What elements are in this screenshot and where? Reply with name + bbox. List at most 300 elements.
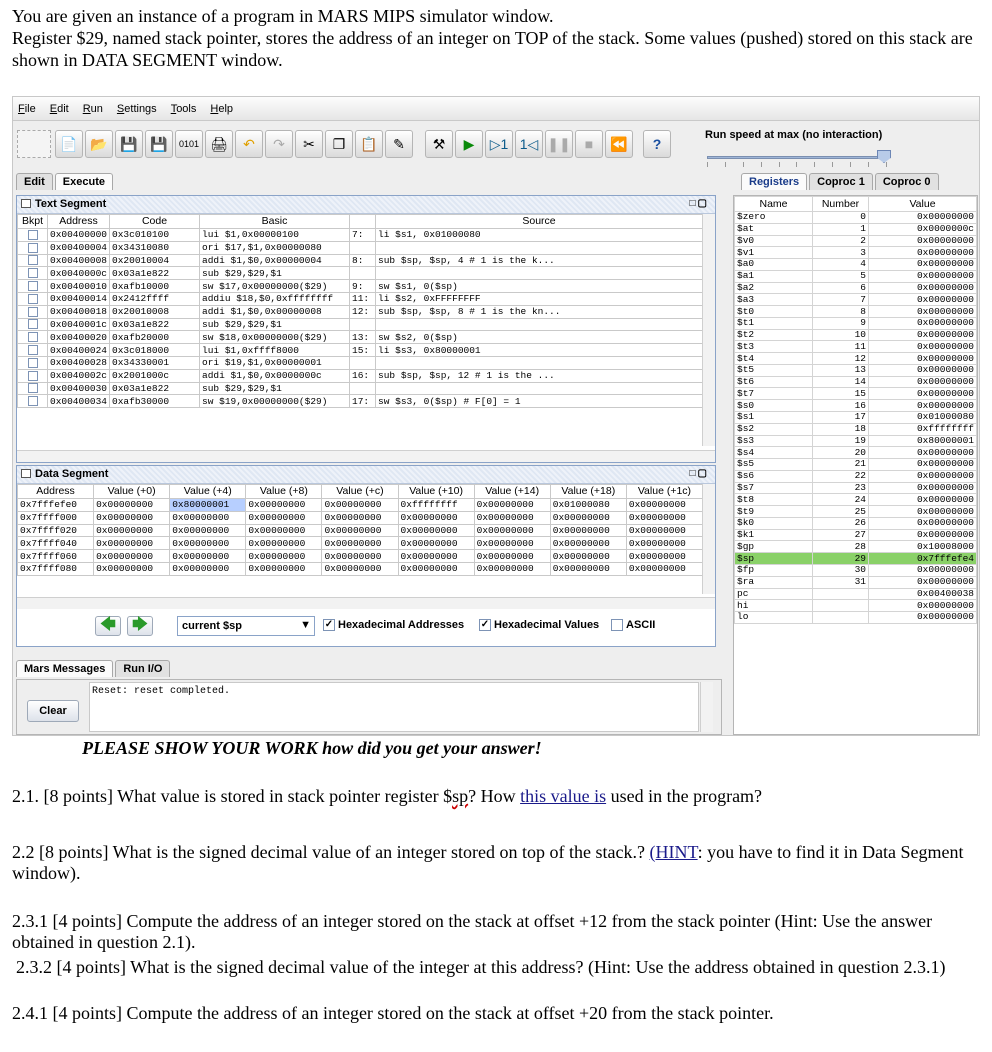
- register-row[interactable]: [735, 270, 977, 282]
- maximize-icon[interactable]: □▢: [689, 468, 709, 479]
- register-value[interactable]: 0x00000000: [869, 270, 977, 282]
- data-value[interactable]: 0x00000000: [94, 562, 170, 575]
- data-value[interactable]: 0x00000000: [246, 511, 322, 524]
- text-row[interactable]: [18, 395, 703, 408]
- data-value[interactable]: 0x00000000: [170, 511, 246, 524]
- register-name: $a0: [735, 259, 813, 271]
- data-horizontal-scrollbar[interactable]: [17, 597, 715, 609]
- text-basic: lui $1,0xffff8000: [200, 344, 350, 357]
- back-arrow-icon[interactable]: 🡄: [95, 616, 121, 636]
- data-value[interactable]: 0x00000000: [246, 550, 322, 563]
- breakpoint-checkbox[interactable]: [18, 280, 48, 293]
- text-source: li $s1, 0x01000080: [376, 229, 703, 242]
- checkbox-icon: [28, 281, 38, 291]
- register-name: $gp: [735, 541, 813, 553]
- register-row[interactable]: [735, 529, 977, 541]
- register-name: $v1: [735, 247, 813, 259]
- menu-run[interactable]: Run: [82, 102, 103, 115]
- register-value[interactable]: 0x00000000: [869, 576, 977, 588]
- register-value[interactable]: 0x00000000: [869, 564, 977, 576]
- data-value[interactable]: 0x00000000: [550, 524, 626, 537]
- register-row[interactable]: [735, 588, 977, 600]
- data-col-header[interactable]: Value (+8): [246, 485, 322, 499]
- text-line: [350, 267, 376, 280]
- text-line: [350, 356, 376, 369]
- data-col-header[interactable]: Value (+14): [474, 485, 550, 499]
- breakpoint-checkbox[interactable]: [18, 369, 48, 382]
- data-col-header[interactable]: Value (+c): [322, 485, 398, 499]
- register-value[interactable]: 0x00000000: [869, 212, 977, 224]
- register-value[interactable]: 0x00000000: [869, 506, 977, 518]
- data-value[interactable]: 0x00000000: [322, 511, 398, 524]
- breakpoint-checkbox[interactable]: [18, 318, 48, 331]
- text-row[interactable]: [18, 292, 703, 305]
- toolbar-grip[interactable]: [17, 130, 51, 158]
- register-number: 31: [813, 576, 869, 588]
- data-value[interactable]: 0x00000000: [398, 562, 474, 575]
- register-name: $s2: [735, 423, 813, 435]
- text-row[interactable]: [18, 318, 703, 331]
- register-name: $t7: [735, 388, 813, 400]
- register-row[interactable]: [735, 423, 977, 435]
- data-value[interactable]: 0x80000001: [170, 499, 246, 512]
- tab-coproc-1[interactable]: Coproc 1: [809, 173, 873, 190]
- registers-panel: [733, 195, 978, 735]
- col-code[interactable]: Code: [110, 215, 200, 229]
- register-row[interactable]: [735, 329, 977, 341]
- register-row[interactable]: [735, 482, 977, 494]
- dump-memory-icon[interactable]: 0101: [175, 130, 203, 158]
- data-value[interactable]: 0x00000000: [474, 524, 550, 537]
- editor-tabs: [16, 173, 115, 190]
- register-value[interactable]: 0x00000000: [869, 400, 977, 412]
- register-value[interactable]: 0x00000000: [869, 600, 977, 612]
- text-line: 13:: [350, 331, 376, 344]
- text-row[interactable]: [18, 280, 703, 293]
- text-row[interactable]: [18, 331, 703, 344]
- register-row[interactable]: [735, 388, 977, 400]
- data-col-header[interactable]: Address: [18, 485, 94, 499]
- messages-panel: [16, 679, 722, 735]
- print-icon[interactable]: 🖨: [205, 130, 233, 158]
- register-value[interactable]: 0x00000000: [869, 612, 977, 624]
- text-source: [376, 241, 703, 254]
- register-value[interactable]: 0x7fffefe4: [869, 553, 977, 565]
- text-source: li $s2, 0xFFFFFFFF: [376, 292, 703, 305]
- register-value[interactable]: 0x00000000: [869, 470, 977, 482]
- work-prompt: PLEASE SHOW YOUR WORK how did you get your answer!: [82, 738, 542, 758]
- register-row[interactable]: [735, 235, 977, 247]
- text-code: 0x2001000c: [110, 369, 200, 382]
- data-value[interactable]: 0x00000000: [550, 537, 626, 550]
- check-icon: ✓: [480, 619, 490, 630]
- register-value[interactable]: 0xffffffff: [869, 423, 977, 435]
- stop-icon[interactable]: ■: [575, 130, 603, 158]
- breakpoint-checkbox[interactable]: [18, 305, 48, 318]
- text-source: [376, 382, 703, 395]
- breakpoint-checkbox[interactable]: [18, 229, 48, 242]
- data-col-header[interactable]: Value (+18): [550, 485, 626, 499]
- breakpoint-checkbox[interactable]: [18, 292, 48, 305]
- data-col-header[interactable]: Value (+0): [94, 485, 170, 499]
- open-file-icon[interactable]: 📂: [85, 130, 113, 158]
- text-row[interactable]: [18, 241, 703, 254]
- q21-part-c: ? How: [468, 786, 521, 806]
- breakpoint-checkbox[interactable]: [18, 254, 48, 267]
- register-row[interactable]: [735, 600, 977, 612]
- data-value[interactable]: 0x00000000: [474, 550, 550, 563]
- register-name: $t2: [735, 329, 813, 341]
- col-basic[interactable]: Basic: [200, 215, 350, 229]
- hex-addresses-checkbox[interactable]: [323, 619, 464, 631]
- register-value[interactable]: 0x00000000: [869, 306, 977, 318]
- register-row[interactable]: [735, 576, 977, 588]
- col-reg-value[interactable]: Value: [869, 197, 977, 212]
- data-row: [18, 550, 703, 563]
- register-value[interactable]: 0x00000000: [869, 376, 977, 388]
- breakpoint-checkbox[interactable]: [18, 241, 48, 254]
- register-row[interactable]: [735, 400, 977, 412]
- save-all-icon[interactable]: 💾: [145, 130, 173, 158]
- message-tabs: [16, 660, 172, 677]
- text-row[interactable]: [18, 369, 703, 382]
- data-value[interactable]: 0x00000000: [626, 499, 702, 512]
- text-line: 9:: [350, 280, 376, 293]
- data-segment-label: Data Segment: [35, 468, 109, 480]
- col-address[interactable]: Address: [48, 215, 110, 229]
- text-horizontal-scrollbar[interactable]: [17, 450, 715, 462]
- tab-registers[interactable]: Registers: [741, 173, 807, 190]
- data-value[interactable]: 0x00000000: [398, 511, 474, 524]
- register-name: $fp: [735, 564, 813, 576]
- q22-part-a: 2.2 [8 points] What is the signed decimal value of an integer stored on top of the stack.?: [12, 842, 650, 862]
- checkbox-icon: [28, 307, 38, 317]
- register-row[interactable]: [735, 517, 977, 529]
- col-source[interactable]: Source: [376, 215, 703, 229]
- register-value[interactable]: 0x00000000: [869, 259, 977, 271]
- q21-part-e: used in the program?: [606, 786, 763, 806]
- register-value[interactable]: 0x00000000: [869, 329, 977, 341]
- redo-icon[interactable]: ↷: [265, 130, 293, 158]
- data-value[interactable]: 0x00000000: [94, 499, 170, 512]
- run-speed-slider[interactable]: [707, 152, 887, 164]
- step-icon[interactable]: ▷1: [485, 130, 513, 158]
- register-row[interactable]: [735, 294, 977, 306]
- tab-edit[interactable]: Edit: [16, 173, 53, 190]
- data-value[interactable]: 0x01000080: [550, 499, 626, 512]
- text-basic: lui $1,0x00000100: [200, 229, 350, 242]
- hex-values-checkbox[interactable]: [479, 619, 599, 631]
- messages-scrollbar[interactable]: [700, 682, 713, 732]
- register-value[interactable]: 0x00000000: [869, 353, 977, 365]
- col-reg-name[interactable]: Name: [735, 197, 813, 212]
- tab-coproc-0[interactable]: Coproc 0: [875, 173, 939, 190]
- data-value[interactable]: 0x00000000: [626, 511, 702, 524]
- register-number: 6: [813, 282, 869, 294]
- register-name: hi: [735, 600, 813, 612]
- checkbox-icon: [28, 371, 38, 381]
- hex-values-label: Hexadecimal Values: [494, 619, 600, 631]
- text-address: 0x0040001c: [48, 318, 110, 331]
- data-value[interactable]: 0x00000000: [246, 562, 322, 575]
- text-source: sub $sp, $sp, 8 # 1 is the kn...: [376, 305, 703, 318]
- register-row[interactable]: [735, 259, 977, 271]
- register-row[interactable]: [735, 306, 977, 318]
- text-code: 0x3c018000: [110, 344, 200, 357]
- clear-button[interactable]: Clear: [27, 700, 79, 722]
- breakpoint-checkbox[interactable]: [18, 331, 48, 344]
- memory-segment-select[interactable]: [177, 616, 315, 636]
- text-row[interactable]: [18, 229, 703, 242]
- register-row[interactable]: [735, 553, 977, 565]
- register-row[interactable]: [735, 612, 977, 624]
- register-value[interactable]: 0x00000000: [869, 247, 977, 259]
- data-address: 0x7ffff040: [18, 537, 94, 550]
- data-value[interactable]: 0x00000000: [94, 537, 170, 550]
- data-value[interactable]: 0x00000000: [474, 499, 550, 512]
- register-row[interactable]: [735, 282, 977, 294]
- register-row[interactable]: [735, 341, 977, 353]
- step-back-icon[interactable]: 1◁: [515, 130, 543, 158]
- text-basic: sub $29,$29,$1: [200, 318, 350, 331]
- register-row[interactable]: [735, 212, 977, 224]
- data-value[interactable]: 0x00000000: [474, 562, 550, 575]
- pause-icon[interactable]: ❚❚: [545, 130, 573, 158]
- data-value[interactable]: 0x00000000: [94, 550, 170, 563]
- maximize-icon[interactable]: □▢: [689, 198, 709, 209]
- data-value[interactable]: 0x00000000: [474, 537, 550, 550]
- register-name: $k1: [735, 529, 813, 541]
- register-value[interactable]: 0x00000000: [869, 282, 977, 294]
- text-row[interactable]: [18, 356, 703, 369]
- register-value[interactable]: 0x00000000: [869, 317, 977, 329]
- register-value[interactable]: 0x00000000: [869, 364, 977, 376]
- data-value[interactable]: 0x00000000: [322, 562, 398, 575]
- register-name: $s0: [735, 400, 813, 412]
- register-row[interactable]: [735, 376, 977, 388]
- data-value[interactable]: 0x00000000: [170, 550, 246, 563]
- text-row[interactable]: [18, 344, 703, 357]
- data-value[interactable]: 0x00000000: [246, 524, 322, 537]
- checkbox-icon: [28, 319, 38, 329]
- text-address: 0x00400004: [48, 241, 110, 254]
- undo-icon[interactable]: ↶: [235, 130, 263, 158]
- register-number: 12: [813, 353, 869, 365]
- data-value[interactable]: 0x00000000: [626, 562, 702, 575]
- breakpoint-checkbox[interactable]: [18, 395, 48, 408]
- question-2-1: [12, 786, 982, 807]
- data-value[interactable]: 0x00000000: [322, 537, 398, 550]
- window-icon: [21, 199, 31, 208]
- assemble-icon[interactable]: ⚒: [425, 130, 453, 158]
- breakpoint-checkbox[interactable]: [18, 344, 48, 357]
- col-reg-number[interactable]: Number: [813, 197, 869, 212]
- register-number: 20: [813, 447, 869, 459]
- register-name: $s5: [735, 459, 813, 471]
- data-value[interactable]: 0x00000000: [322, 550, 398, 563]
- data-value[interactable]: 0x00000000: [170, 562, 246, 575]
- register-value[interactable]: 0x00000000: [869, 447, 977, 459]
- register-number: 0: [813, 212, 869, 224]
- data-address: 0x7ffff080: [18, 562, 94, 575]
- check-icon: ✓: [324, 619, 334, 630]
- register-number: 4: [813, 259, 869, 271]
- data-value[interactable]: 0xffffffff: [398, 499, 474, 512]
- text-basic: sw $17,0x00000000($29): [200, 280, 350, 293]
- tab-mars-messages[interactable]: Mars Messages: [16, 660, 113, 677]
- text-line: 7:: [350, 229, 376, 242]
- data-address: 0x7fffefe0: [18, 499, 94, 512]
- data-value[interactable]: 0x00000000: [550, 562, 626, 575]
- register-row[interactable]: [735, 470, 977, 482]
- find-replace-icon[interactable]: ✎: [385, 130, 413, 158]
- register-number: [813, 612, 869, 624]
- text-row[interactable]: [18, 305, 703, 318]
- menu-settings[interactable]: Settings: [116, 102, 157, 115]
- register-number: 16: [813, 400, 869, 412]
- breakpoint-checkbox[interactable]: [18, 356, 48, 369]
- register-row[interactable]: [735, 447, 977, 459]
- register-row[interactable]: [735, 247, 977, 259]
- register-row[interactable]: [735, 353, 977, 365]
- register-row[interactable]: [735, 506, 977, 518]
- register-row[interactable]: [735, 364, 977, 376]
- data-value[interactable]: 0x00000000: [550, 550, 626, 563]
- data-value[interactable]: 0x00000000: [398, 537, 474, 550]
- register-value[interactable]: 0x00000000: [869, 459, 977, 471]
- text-address: 0x00400010: [48, 280, 110, 293]
- data-value[interactable]: 0x00000000: [170, 524, 246, 537]
- new-file-icon[interactable]: 📄: [55, 130, 83, 158]
- data-value[interactable]: 0x00000000: [398, 524, 474, 537]
- text-code: 0x20010004: [110, 254, 200, 267]
- reset-icon[interactable]: ⏪: [605, 130, 633, 158]
- register-value[interactable]: 0x00400038: [869, 588, 977, 600]
- breakpoint-checkbox[interactable]: [18, 267, 48, 280]
- data-value[interactable]: 0x00000000: [626, 550, 702, 563]
- checkbox-icon: [28, 396, 38, 406]
- register-value[interactable]: 0x00000000: [869, 517, 977, 529]
- data-value[interactable]: 0x00000000: [246, 499, 322, 512]
- text-row[interactable]: [18, 254, 703, 267]
- register-name: $s6: [735, 470, 813, 482]
- register-number: [813, 600, 869, 612]
- register-row[interactable]: [735, 412, 977, 424]
- data-value[interactable]: 0x00000000: [94, 511, 170, 524]
- cut-icon[interactable]: ✂: [295, 130, 323, 158]
- data-col-header[interactable]: Value (+10): [398, 485, 474, 499]
- register-name: $k0: [735, 517, 813, 529]
- register-row[interactable]: [735, 541, 977, 553]
- register-name: $zero: [735, 212, 813, 224]
- data-address: 0x7ffff060: [18, 550, 94, 563]
- tab-execute[interactable]: Execute: [55, 173, 113, 190]
- register-value[interactable]: 0x00000000: [869, 388, 977, 400]
- data-value[interactable]: 0x00000000: [322, 524, 398, 537]
- data-value[interactable]: 0x00000000: [474, 511, 550, 524]
- data-value[interactable]: 0x00000000: [94, 524, 170, 537]
- register-value[interactable]: 0x00000000: [869, 294, 977, 306]
- data-value[interactable]: 0x00000000: [626, 524, 702, 537]
- tab-run-io[interactable]: Run I/O: [115, 660, 170, 677]
- menu-tools[interactable]: Tools: [170, 102, 197, 115]
- messages-text-area[interactable]: [89, 682, 699, 732]
- data-value[interactable]: 0x00000000: [246, 537, 322, 550]
- data-value[interactable]: 0x00000000: [626, 537, 702, 550]
- register-row[interactable]: [735, 223, 977, 235]
- register-value[interactable]: 0x10008000: [869, 541, 977, 553]
- register-number: 27: [813, 529, 869, 541]
- text-row[interactable]: [18, 382, 703, 395]
- register-row[interactable]: [735, 317, 977, 329]
- register-number: 13: [813, 364, 869, 376]
- question-2-4-1: 2.4.1 [4 points] Compute the address of an integer stored on the stack at offset +20 from the stack pointer.: [12, 1003, 774, 1023]
- unchecked-box-icon: [611, 619, 623, 631]
- paste-icon[interactable]: 📋: [355, 130, 383, 158]
- text-basic: ori $17,$1,0x00000080: [200, 241, 350, 254]
- menu-file[interactable]: File: [18, 102, 36, 115]
- text-basic: sw $19,0x00000000($29): [200, 395, 350, 408]
- text-line: 17:: [350, 395, 376, 408]
- register-value[interactable]: 0x00000000: [869, 529, 977, 541]
- register-value[interactable]: 0x80000001: [869, 435, 977, 447]
- save-file-icon[interactable]: 💾: [115, 130, 143, 158]
- register-value[interactable]: 0x00000000: [869, 482, 977, 494]
- register-value[interactable]: 0x00000000: [869, 341, 977, 353]
- register-value[interactable]: 0x00000000: [869, 494, 977, 506]
- data-value[interactable]: 0x00000000: [550, 511, 626, 524]
- menu-edit[interactable]: Edit: [49, 102, 69, 115]
- breakpoint-checkbox[interactable]: [18, 382, 48, 395]
- register-number: 10: [813, 329, 869, 341]
- q21-part-b: sp: [452, 786, 469, 806]
- data-col-header[interactable]: Value (+1c): [626, 485, 702, 499]
- copy-icon[interactable]: ❐: [325, 130, 353, 158]
- register-value[interactable]: 0x01000080: [869, 412, 977, 424]
- register-row[interactable]: [735, 459, 977, 471]
- data-value[interactable]: 0x00000000: [170, 537, 246, 550]
- run-icon[interactable]: ▶: [455, 130, 483, 158]
- data-value[interactable]: 0x00000000: [322, 499, 398, 512]
- text-code: 0x34310080: [110, 241, 200, 254]
- text-code: 0x34330001: [110, 356, 200, 369]
- register-row[interactable]: [735, 564, 977, 576]
- register-name: $t5: [735, 364, 813, 376]
- intro-text: [12, 5, 982, 71]
- text-line: [350, 241, 376, 254]
- menu-help[interactable]: Help: [210, 102, 234, 115]
- data-vertical-scrollbar[interactable]: [702, 484, 715, 594]
- text-vertical-scrollbar[interactable]: [702, 214, 715, 446]
- help-icon[interactable]: ?: [643, 130, 671, 158]
- data-col-header[interactable]: Value (+4): [170, 485, 246, 499]
- text-code: 0x03a1e822: [110, 267, 200, 280]
- col-bkpt[interactable]: Bkpt: [18, 215, 48, 229]
- intro-line-1: You are given an instance of a program in MARS MIPS simulator window.: [12, 6, 554, 26]
- q21-part-a: 2.1. [8 points] What value is stored in stack pointer register $: [12, 786, 453, 806]
- data-value[interactable]: 0x00000000: [398, 550, 474, 563]
- ascii-checkbox[interactable]: [611, 619, 655, 631]
- text-row[interactable]: [18, 267, 703, 280]
- checkbox-icon: [28, 332, 38, 342]
- register-row[interactable]: [735, 494, 977, 506]
- register-row[interactable]: [735, 435, 977, 447]
- forward-arrow-icon[interactable]: 🡆: [127, 616, 153, 636]
- register-value[interactable]: 0x00000000: [869, 235, 977, 247]
- text-address: 0x00400034: [48, 395, 110, 408]
- register-value[interactable]: 0x0000000c: [869, 223, 977, 235]
- window-icon: [21, 469, 31, 478]
